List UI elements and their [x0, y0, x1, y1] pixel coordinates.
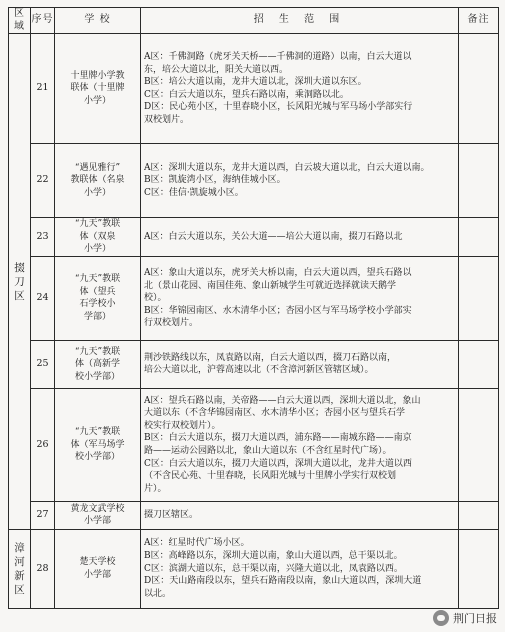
row-number: 24 — [31, 256, 55, 340]
range-line: 校）。 — [144, 293, 167, 304]
school-name-line: 体（望兵 — [79, 286, 116, 297]
range-line: C区：滨湖大道以东，总干渠以南，兴隆大道以北，凤袁路以西。 — [144, 563, 403, 574]
area-char: 区 — [14, 289, 25, 302]
school-cell — [55, 144, 141, 218]
range-line: C区：白云大道以东，掇刀大道以西，深圳大道以北，龙井大道以西 — [144, 458, 412, 469]
school-name-line: “遇见雅行” — [74, 162, 121, 173]
range-cell — [141, 144, 459, 218]
school-name-line: 楚天学校 — [79, 557, 116, 568]
range-line: D区：民心苑小区，十里春晓小区，长风阳光城与军马场小学部实行 — [144, 102, 413, 113]
range-line: A区：红星时代广场小区。 — [144, 538, 250, 549]
table-row — [9, 218, 499, 257]
table-row — [9, 256, 499, 340]
school-name-line: “九天”教联 — [74, 346, 121, 357]
area-cell — [9, 34, 31, 530]
row-number: 28 — [31, 529, 55, 608]
school-cell — [55, 34, 141, 144]
school-cell — [55, 218, 141, 257]
range-line: 校实行双校划片）。 — [144, 420, 221, 431]
school-name-line: 小学） — [83, 95, 111, 106]
range-line: 掇刀区辖区。 — [144, 510, 199, 521]
range-line: 北（景山花园、南国佳苑、象山新城学生可就近选择就读天鹅学 — [144, 280, 397, 291]
range-line: A区：千佛洞路（虎牙关天桥——千佛洞的道路）以南，白云大道以 — [144, 51, 412, 62]
note-cell — [459, 256, 499, 340]
range-cell — [141, 218, 459, 257]
school-cell — [55, 529, 141, 608]
school-cell — [55, 256, 141, 340]
school-cell — [55, 388, 141, 501]
area-char: 新 — [14, 569, 25, 582]
range-line: B区：华锦园南区、水木清华小区；杏园小区与军马场学校小学部实 — [144, 305, 412, 316]
school-name-line: “九天”教联 — [74, 274, 121, 285]
school-name-line: 石学校小 — [79, 299, 116, 310]
school-name-line: 校小学部） — [74, 452, 120, 463]
range-cell — [141, 388, 459, 501]
area-char: 河 — [14, 555, 25, 568]
school-name-line: 小学部 — [83, 516, 111, 527]
range-line: A区：望兵石路以南，关帝路——白云大道以西，深圳大道以北，象山 — [144, 395, 421, 406]
range-line: 路——运动公园路以北，象山大道以东（不含红星时代广场）。 — [144, 445, 392, 456]
school-name-line: 十里牌小学教 — [70, 70, 125, 81]
school-name-line: 联体（十里牌 — [70, 83, 125, 94]
row-number: 21 — [31, 34, 55, 144]
school-name-line: 体（双泉 — [79, 231, 116, 242]
range-line: B区：高峰路以东，深圳大道以南，象山大道以西，总干渠以北。 — [144, 551, 403, 562]
school-name-line: 小学） — [83, 187, 111, 198]
watermark-text: 荆门日报 — [453, 612, 497, 625]
chat-bubble-icon — [433, 610, 449, 626]
table-row — [9, 388, 499, 501]
area-cell — [9, 529, 31, 608]
range-line: 大道以东（不含华锦园南区、水木清华小区；杏园小区与望兵石学 — [144, 408, 406, 419]
area-char: 刀 — [14, 275, 25, 288]
school-name-line: 小学） — [83, 244, 111, 255]
header-school: 学 校 — [55, 8, 141, 34]
range-line: 双校划片。 — [144, 114, 190, 125]
school-name-line: “九天”教联 — [74, 427, 121, 438]
header-number: 序号 — [31, 8, 55, 34]
area-char: 掇 — [14, 261, 25, 274]
note-cell — [459, 340, 499, 388]
range-cell — [141, 340, 459, 388]
enrollment-table — [8, 7, 499, 609]
table-row — [9, 501, 499, 529]
table-row — [9, 529, 499, 608]
area-char: 区 — [14, 583, 25, 596]
school-name-line: 教联体（名泉 — [70, 175, 125, 186]
row-number: 27 — [31, 501, 55, 529]
table-row — [9, 144, 499, 218]
range-cell — [141, 501, 459, 529]
range-line: C区：白云大道以东，望兵石路以南，乘洞路以北。 — [144, 89, 349, 100]
range-line: （不含民心苑、十里春晓，长风阳光城与十里牌小学实行双校划 — [144, 471, 397, 482]
range-line: B区：培公大道以南，龙井大道以北，深圳大道以东区。 — [144, 77, 367, 88]
school-name-line: 校小学部） — [74, 371, 120, 382]
header-range: 招 生 范 围 — [141, 8, 459, 34]
table-row — [9, 340, 499, 388]
range-line: 片）。 — [144, 483, 167, 494]
row-number: 22 — [31, 144, 55, 218]
school-cell — [55, 501, 141, 529]
school-name-line: 体（高新学 — [74, 359, 120, 370]
range-line: C区：佳信·凯旋城小区。 — [144, 187, 244, 198]
range-line: 培公大道以北，沪蓉高速以北（不含漳河新区管辖区域）。 — [144, 365, 374, 376]
table-header-row — [9, 8, 499, 34]
header-note: 备注 — [459, 8, 499, 34]
range-line: A区：深圳大道以东，龙井大道以西，白云坡大道以北，白云大道以南。 — [144, 162, 430, 173]
range-line: A区：白云大道以东，关公大道——培公大道以南，掇刀石路以北 — [144, 231, 403, 242]
range-line: D区：天山路南段以东，望兵石路南段以南，象山大道以西，深圳大道 — [144, 576, 422, 587]
range-cell — [141, 529, 459, 608]
range-line: A区：象山大道以东，虎牙关大桥以南，白云大道以西，望兵石路以 — [144, 267, 412, 278]
school-name-line: 小学部 — [83, 569, 111, 580]
area-char: 漳 — [14, 541, 25, 554]
row-number: 23 — [31, 218, 55, 257]
school-name-line: 体（军马场学 — [70, 439, 125, 450]
range-line: B区：凯旋湾小区，海纳佳城小区。 — [144, 175, 286, 186]
note-cell — [459, 388, 499, 501]
range-line: 东，培公大道以北，阳关大道以西。 — [144, 64, 289, 75]
note-cell — [459, 218, 499, 257]
range-line: 荆沙铁路线以东，凤袁路以南，白云大道以西，掇刀石路以南， — [144, 352, 397, 363]
watermark — [433, 610, 497, 626]
school-name-line: “九天”教联 — [74, 219, 121, 230]
row-number: 25 — [31, 340, 55, 388]
school-name-line: 黄龙文武学校 — [70, 503, 125, 514]
table-row — [9, 34, 499, 144]
row-number: 26 — [31, 388, 55, 501]
range-line: B区：白云大道以东，掇刀大道以西，浦东路——南城东路——南京 — [144, 433, 412, 444]
note-cell — [459, 501, 499, 529]
range-cell — [141, 34, 459, 144]
range-cell — [141, 256, 459, 340]
note-cell — [459, 529, 499, 608]
header-area: 区域 — [9, 8, 31, 34]
range-line: 以北。 — [144, 588, 172, 599]
range-line: 行双校划片。 — [144, 318, 199, 329]
note-cell — [459, 144, 499, 218]
school-cell — [55, 340, 141, 388]
note-cell — [459, 34, 499, 144]
school-name-line: 学部） — [83, 312, 111, 323]
